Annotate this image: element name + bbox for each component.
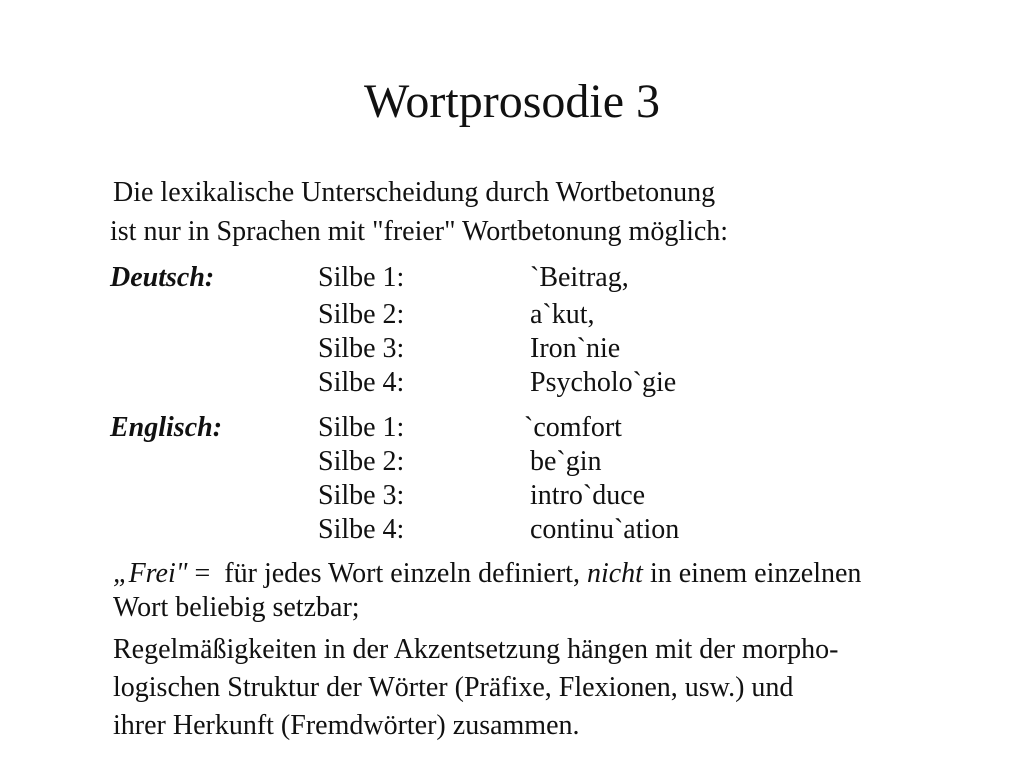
deutsch-example-4: Psycholo`gie — [530, 367, 677, 398]
englisch-example-3: intro`duce — [530, 480, 646, 511]
englisch-syllable-1: Silbe 1: — [318, 412, 405, 443]
page-title: Wortprosodie 3 — [363, 75, 661, 128]
deutsch-example-2: a`kut, — [530, 299, 595, 330]
deutsch-syllable-4: Silbe 4: — [318, 367, 405, 398]
deutsch-syllable-1: Silbe 1: — [318, 262, 405, 293]
deutsch-example-1: `Beitrag, — [530, 262, 629, 293]
englisch-label: Englisch: — [110, 412, 223, 443]
deutsch-label: Deutsch: — [110, 262, 215, 293]
englisch-syllable-3: Silbe 3: — [318, 480, 405, 511]
regel-line-3: ihrer Herkunft (Fremdwörter) zusammen. — [113, 710, 580, 741]
deutsch-syllable-2: Silbe 2: — [318, 299, 405, 330]
regel-line-1: Regelmäßigkeiten in der Akzentsetzung hängen mit der morpho- — [113, 634, 839, 665]
frei-definition-line-2: Wort beliebig setzbar; — [113, 592, 360, 623]
frei-part-1: für jedes Wort einzeln definiert, — [217, 558, 587, 589]
englisch-syllable-2: Silbe 2: — [318, 446, 405, 477]
englisch-syllable-4: Silbe 4: — [318, 514, 405, 545]
frei-equals: = — [187, 558, 218, 589]
englisch-example-4: continu`ation — [530, 514, 680, 545]
deutsch-syllable-3: Silbe 3: — [318, 333, 405, 364]
frei-nicht: nicht — [586, 558, 643, 589]
englisch-example-1: `comfort — [524, 412, 622, 443]
englisch-example-2: be`gin — [530, 446, 602, 477]
frei-part-2: in einem einzelnen — [642, 558, 862, 589]
regel-line-2: logischen Struktur der Wörter (Präfixe, Flexionen, usw.) und — [113, 672, 794, 703]
frei-definition-line-1 — [113, 557, 861, 591]
deutsch-example-3: Iron`nie — [530, 333, 621, 364]
intro-line-1: Die lexikalische Unterscheidung durch Wortbetonung — [113, 177, 716, 208]
intro-line-2: ist nur in Sprachen mit "freier" Wortbetonung möglich: — [110, 216, 729, 247]
frei-term: „Frei" — [113, 558, 188, 589]
